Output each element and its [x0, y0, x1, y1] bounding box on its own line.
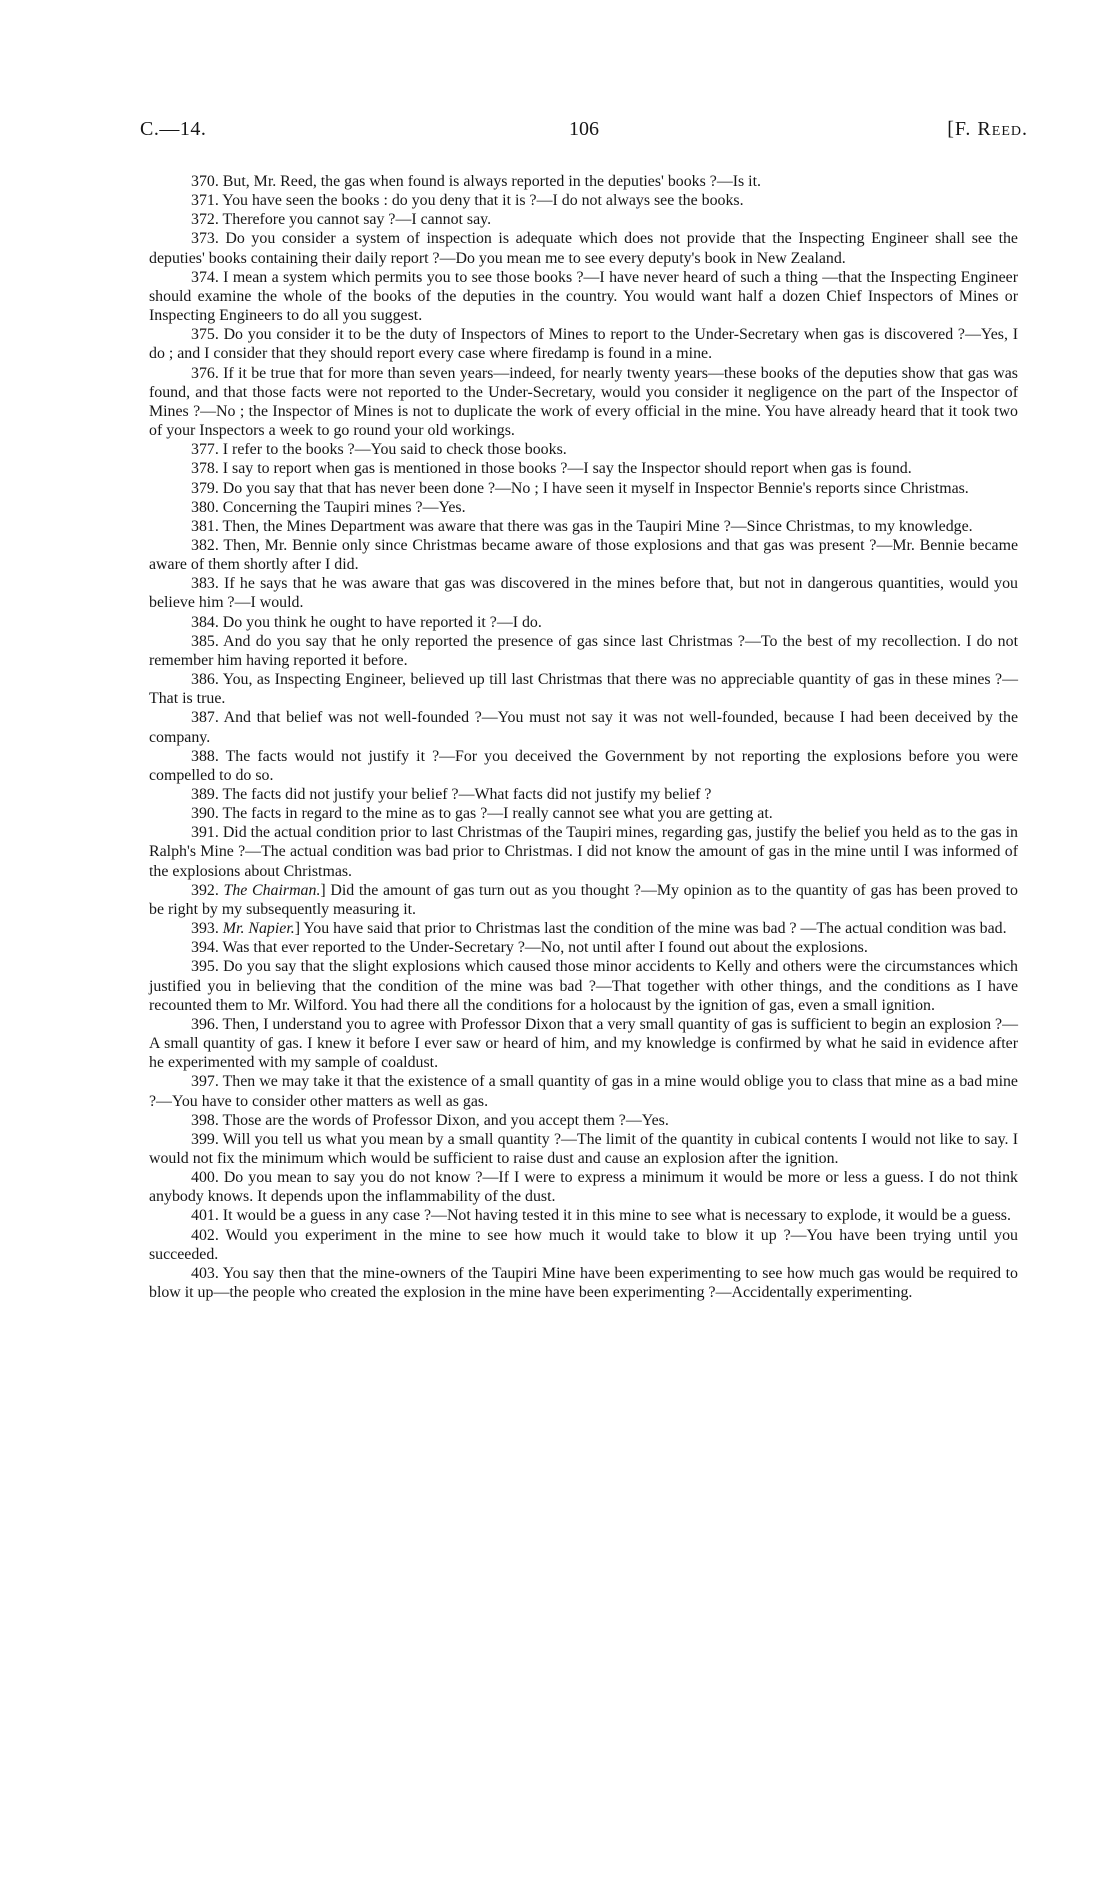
- page-number: 106: [569, 118, 599, 140]
- question-391: 391. Did the actual condition prior to last Christmas of the Taupiri mines, regarding gas, justify the belief you held as to the gas in Ralph's Mine ?—The actual condition was bad prior to Christmas. I did not know the amount of gas in the mine until I was informed of the explosions about Christmas.: [149, 824, 1018, 880]
- question-392: [149, 881, 1018, 919]
- question-384: 384. Do you think he ought to have reported it ?—I do.: [191, 613, 542, 631]
- question-394: 394. Was that ever reported to the Under-Secretary ?—No, not until after I found out about the explosions.: [191, 939, 868, 957]
- question-383: 383. If he says that he was aware that gas was discovered in the mines before that, but not in dangerous quantities, would you believe him ?—I would.: [149, 575, 1018, 612]
- question-402: 402. Would you experiment in the mine to see how much it would take to blow it up ?—You have been trying until you succeeded.: [149, 1226, 1018, 1263]
- page-header: [140, 118, 1028, 148]
- question-379: 379. Do you say that that has never been done ?—No ; I have seen it myself in Inspector Bennie's reports since Christmas.: [191, 479, 969, 497]
- question-393: [149, 919, 1018, 938]
- question-395: 395. Do you say that the slight explosions which caused those minor accidents to Kelly and others were the circumstances which justified you in believing that the condition of the mine was bad ?—That together with other things, and the conditions as I have recounted them to Mr. Wilford. You had there all the conditions for a holocaust by the ignition of gas, even a small ignition.: [149, 958, 1018, 1014]
- question-403: 403. You say then that the mine-owners of the Taupiri Mine have been experimenting to see how much gas would be required to blow it up—the people who created the explosion in the mine have been experimenting ?—Accidentally experimenting.: [149, 1264, 1018, 1302]
- question-text: ] Did the amount of gas turn out as you thought ?—My opinion as to the quantity of gas has been proved to be right by my subsequently measuring it.: [149, 881, 1018, 918]
- question-401: 401. It would be a guess in any case ?—Not having tested it in this mine to see what is necessary to explode, it would be a guess.: [191, 1207, 1011, 1225]
- question-388: 388. The facts would not justify it ?—For you deceived the Government by not reporting the explosions before you were compelled to do so.: [149, 747, 1018, 784]
- question-385: 385. And do you say that he only reported the presence of gas since last Christmas ?—To the best of my recollection. I do not remember him having reported it before.: [149, 632, 1018, 669]
- question-389: 389. The facts did not justify your belief ?—What facts did not justify my belief ?: [191, 786, 712, 803]
- question-386: 386. You, as Inspecting Engineer, believed up till last Christmas that there was no appreciable quantity of gas in these mines ?—That is true.: [149, 671, 1018, 708]
- question-378: 378. I say to report when gas is mentioned in those books ?—I say the Inspector should report when gas is found.: [191, 460, 912, 478]
- question-396: 396. Then, I understand you to agree with Professor Dixon that a very small quantity of gas is sufficient to begin an explosion ?—A small quantity of gas. I knew it before I ever saw or heard of him, and my knowledge is confirmed by what he said in evidence after he experimented with my sample of coaldust.: [149, 1015, 1018, 1072]
- question-397: 397. Then we may take it that the existence of a small quantity of gas in a mine would oblige you to class that mine as a bad mine ?—You have to consider other matters as well as gas.: [149, 1073, 1018, 1110]
- question-373: 373. Do you consider a system of inspection is adequate which does not provide that the Inspecting Engineer shall see the deputies' books containing their daily report ?—Do you mean me to see every deputy's book in New Zealand.: [149, 230, 1018, 267]
- question-370: 370. But, Mr. Reed, the gas when found is always reported in the deputies' books ?—Is it.: [191, 173, 761, 190]
- question-376: 376. If it be true that for more than seven years—indeed, for nearly twenty years—these books of the deputies show that gas was found, and that those facts were not reported to the Under-Secretary, would you consider it negligence on the part of the Inspector of Mines ?—No ; the Inspector of Mines is not to duplicate the work of every official in the mine. You have already heard that it took two of your Inspectors a week to go round your old workings.: [149, 364, 1018, 440]
- speaker-name: Mr. Napier.: [222, 920, 295, 938]
- question-372: 372. Therefore you cannot say ?—I cannot say.: [191, 211, 492, 229]
- question-399: 399. Will you tell us what you mean by a small quantity ?—The limit of the quantity in cubical contents I would not like to say. I would not fix the minimum which would be sufficient to raise dust and cause an explosion after the ignition.: [149, 1130, 1018, 1167]
- question-number: 393.: [191, 920, 223, 938]
- question-390: 390. The facts in regard to the mine as to gas ?—I really cannot see what you are getting at.: [191, 805, 773, 823]
- question-number: 392.: [191, 881, 224, 899]
- question-382: 382. Then, Mr. Bennie only since Christmas became aware of those explosions and that gas was present ?—Mr. Bennie became aware of them shortly after I did.: [149, 536, 1018, 574]
- question-371: 371. You have seen the books : do you deny that it is ?—I do not always see the books.: [191, 192, 744, 210]
- question-374: 374. I mean a system which permits you to see those books ?—I have never heard of such a thing —that the Inspecting Engineer should examine the whole of the books of the deputies in the country. You would want half a dozen Chief Inspectors of Mines or Inspecting Engineers to do all you suggest.: [149, 268, 1018, 325]
- question-400: 400. Do you mean to say you do not know ?—If I were to express a minimum it would be more or less a guess. I do not think anybody knows. It depends upon the inflammability of the dust.: [149, 1169, 1018, 1206]
- question-387: 387. And that belief was not well-founded ?—You must not say it was not well-founded, because I had been deceived by the company.: [149, 709, 1018, 746]
- question-381: 381. Then, the Mines Department was aware that there was gas in the Taupiri Mine ?—Since Christmas, to my knowledge.: [191, 517, 973, 535]
- question-398: 398. Those are the words of Professor Dixon, and you accept them ?—Yes.: [191, 1111, 669, 1129]
- testimony-body: [149, 172, 1018, 1302]
- question-text: ] You have said that prior to Christmas last the condition of the mine was bad ? —The actual condition was bad.: [294, 920, 1007, 938]
- question-375: 375. Do you consider it to be the duty of Inspectors of Mines to report to the Under-Secretary when gas is discovered ?—Yes, I do ; and I consider that they should report every case where firedamp is found in a mine.: [149, 326, 1018, 363]
- question-377: 377. I refer to the books ?—You said to check those books.: [191, 441, 567, 459]
- document-reference: C.—14.: [140, 118, 207, 140]
- speaker-name: The Chairman.: [223, 881, 321, 899]
- witness-name: [F. Reed.: [947, 118, 1028, 140]
- question-380: 380. Concerning the Taupiri mines ?—Yes.: [191, 498, 466, 516]
